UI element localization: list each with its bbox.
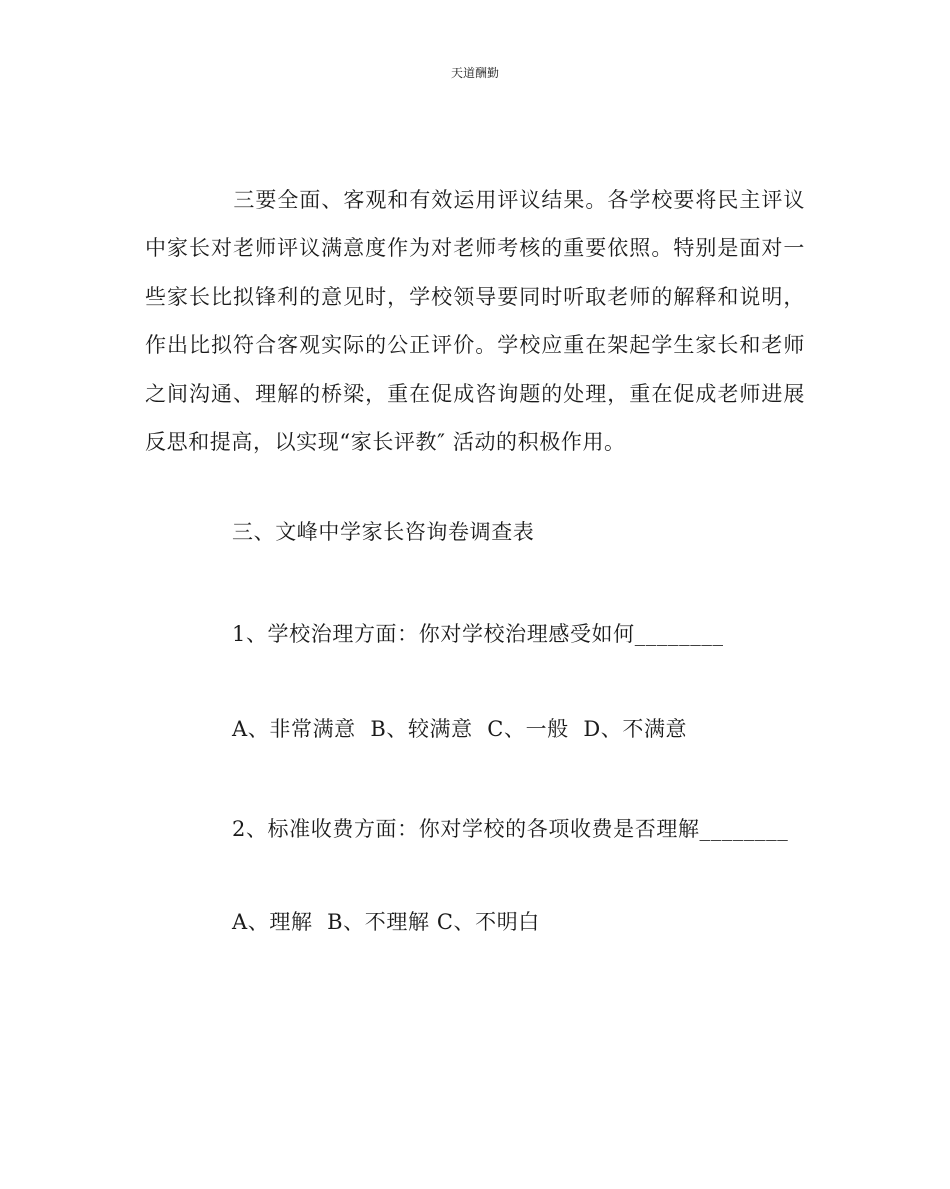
- page-header: 天道酬勤: [450, 66, 499, 80]
- body-paragraph: [145, 176, 805, 466]
- question-1-options: A、非常满意 B、较满意 C、一般 D、不满意: [232, 717, 688, 741]
- paragraph-text: 三要全面、客观和有效运用评议结果。各学校要将民主评议中家长对老师评议满意度作为对老师考核的重要依照。特别是面对一些家长比拟锋利的意见时，学校领导要同时听取老师的解释和说明，作出比拟符合客观实际的公正评价。学校应重在架起学生家长和老师之间沟通、理解的桥梁，重在促成咨询题的处理，重在促成老师进展反思和提高，以实现“家长评教″ 活动的积极作用。: [145, 188, 805, 455]
- question-1: 1、学校治理方面：你对学校治理感受如何________: [232, 622, 724, 646]
- section-title: 三、文峰中学家长咨询卷调查表: [232, 520, 535, 544]
- question-2-options: A、理解 B、不理解 C、不明白: [232, 910, 540, 934]
- question-2: 2、标准收费方面：你对学校的各项收费是否理解________: [232, 817, 789, 841]
